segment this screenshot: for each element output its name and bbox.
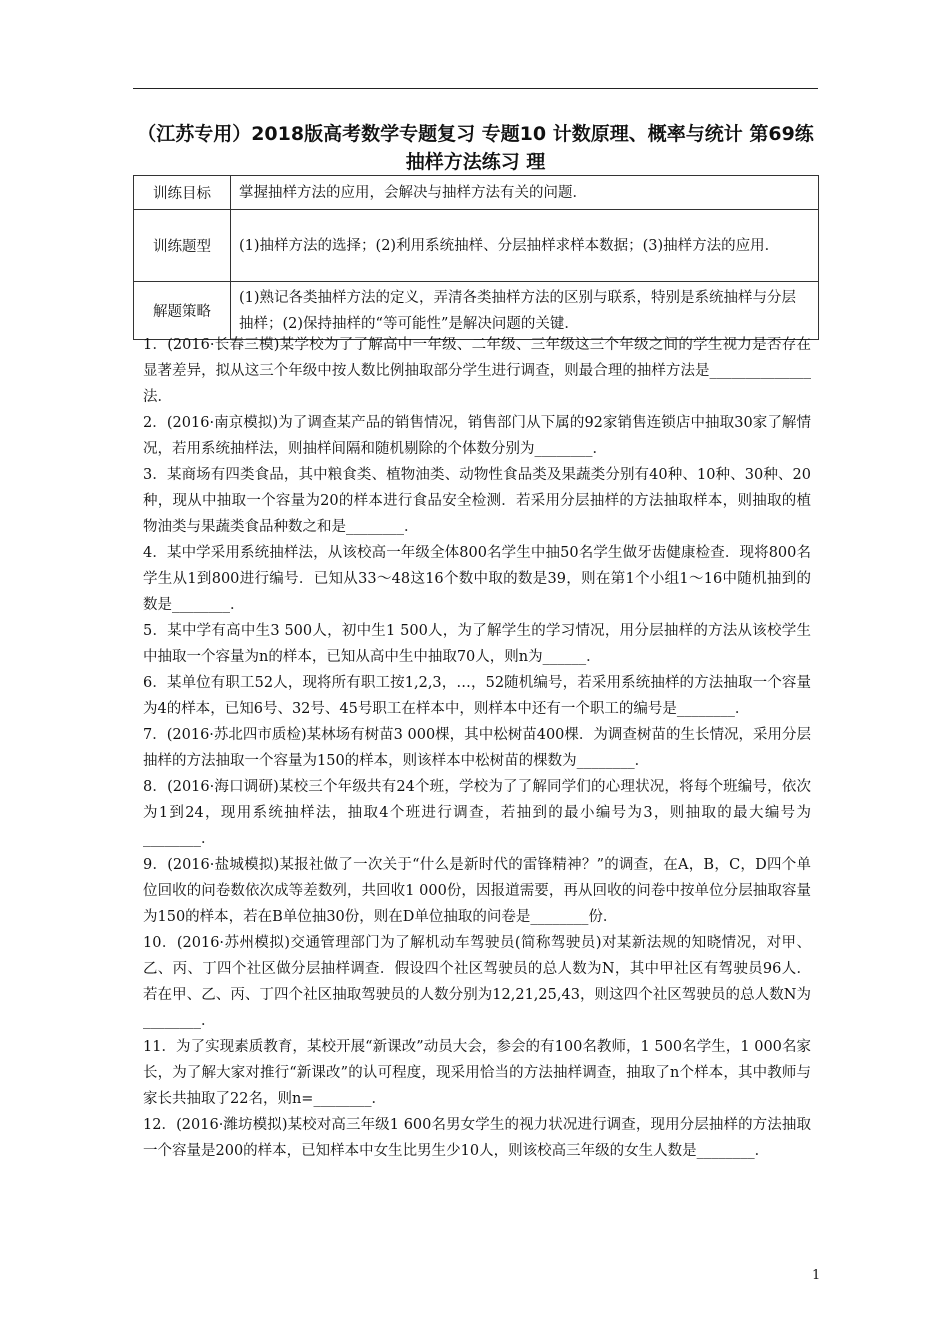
row-label: 解题策略: [134, 282, 231, 340]
row-label: 训练目标: [134, 176, 231, 210]
training-goals-table: [133, 175, 819, 340]
row-content: 掌握抽样方法的应用，会解决与抽样方法有关的问题．: [231, 176, 819, 210]
question-item: 6．某单位有职工52人，现将所有职工按1,2,3，…，52随机编号，若采用系统抽样的方法抽取一个容量为4的样本，已知6号、32号、45号职工在样本中，则样本中还有一个职工的编号是________．: [143, 675, 811, 717]
question-item: 11．为了实现素质教育，某校开展“新课改”动员大会，参会的有100名教师，1 500名学生，1 000名家长，为了解大家对推行“新课改”的认可程度，现采用恰当的方法抽样调查，抽取了n个样本，其中教师与家长共抽取了22名，则n=________．: [143, 1039, 811, 1107]
question-item: 8．(2016·海口调研)某校三个年级共有24个班，学校为了了解同学们的心理状况，将每个班编号，依次为1到24，现用系统抽样法，抽取4个班进行调查，若抽到的最小编号为3，则抽取的最大编号为________．: [143, 779, 811, 847]
row-content: (1)抽样方法的选择；(2)利用系统抽样、分层抽样求样本数据；(3)抽样方法的应用．: [231, 210, 819, 282]
page-number: 1: [812, 1268, 821, 1283]
question-item: 1．(2016·长春三模)某学校为了了解高中一年级、二年级、三年级这三个年级之间的学生视力是否存在显著差异，拟从这三个年级中按人数比例抽取部分学生进行调查，则最合理的抽样方法是______________法．: [143, 337, 811, 405]
table-row: [134, 282, 819, 340]
row-label: 训练题型: [134, 210, 231, 282]
question-item: 2．(2016·南京模拟)为了调查某产品的销售情况，销售部门从下属的92家销售连锁店中抽取30家了解情况，若用系统抽样法，则抽样间隔和随机剔除的个体数分别为________．: [143, 415, 811, 457]
table-row: [134, 210, 819, 282]
table-row: [134, 176, 819, 210]
question-item: 7．(2016·苏北四市质检)某林场有树苗3 000棵，其中松树苗400棵．为调查树苗的生长情况，采用分层抽样的方法抽取一个容量为150的样本，则该样本中松树苗的棵数为________．: [143, 727, 811, 769]
question-item: 9．(2016·盐城模拟)某报社做了一次关于“什么是新时代的雷锋精神？”的调查，在A，B，C，D四个单位回收的问卷数依次成等差数列，共回收1 000份，因报道需要，再从回收的问卷中按单位分层抽取容量为150的样本，若在B单位抽30份，则在D单位抽取的问卷是________份．: [143, 857, 811, 925]
question-item: 4．某中学采用系统抽样法，从该校高一年级全体800名学生中抽50名学生做牙齿健康检查．现将800名学生从1到800进行编号．已知从33～48这16个数中取的数是39，则在第1个小组1～16中随机抽到的数是________．: [143, 545, 811, 613]
question-item: 3．某商场有四类食品，其中粮食类、植物油类、动物性食品类及果蔬类分别有40种、10种、30种、20种，现从中抽取一个容量为20的样本进行食品安全检测．若采用分层抽样的方法抽取样本，则抽取的植物油类与果蔬类食品种数之和是________．: [143, 467, 811, 535]
page-title: （江苏专用）2018版高考数学专题复习 专题10 计数原理、概率与统计 第69练 抽样方法练习 理: [137, 123, 814, 173]
question-item: 12．(2016·潍坊模拟)某校对高三年级1 600名男女学生的视力状况进行调查，现用分层抽样的方法抽取一个容量是200的样本，已知样本中女生比男生少10人，则该校高三年级的女生人数是________．: [143, 1117, 811, 1159]
question-item: 5．某中学有高中生3 500人，初中生1 500人，为了解学生的学习情况，用分层抽样的方法从该校学生中抽取一个容量为n的样本，已知从高中生中抽取70人，则n为______．: [143, 623, 811, 665]
row-content: (1)熟记各类抽样方法的定义，弄清各类抽样方法的区别与联系，特别是系统抽样与分层抽样；(2)保持抽样的“等可能性”是解决问题的关键．: [231, 282, 819, 340]
question-list: [143, 332, 811, 1164]
header-rule: [133, 88, 818, 89]
question-item: 10．(2016·苏州模拟)交通管理部门为了解机动车驾驶员(简称驾驶员)对某新法规的知晓情况，对甲、乙、丙、丁四个社区做分层抽样调查．假设四个社区驾驶员的总人数为N，其中甲社区有驾驶员96人．若在甲、乙、丙、丁四个社区抽取驾驶员的人数分别为12,21,25,43，则这四个社区驾驶员的总人数N为________．: [143, 935, 811, 1029]
